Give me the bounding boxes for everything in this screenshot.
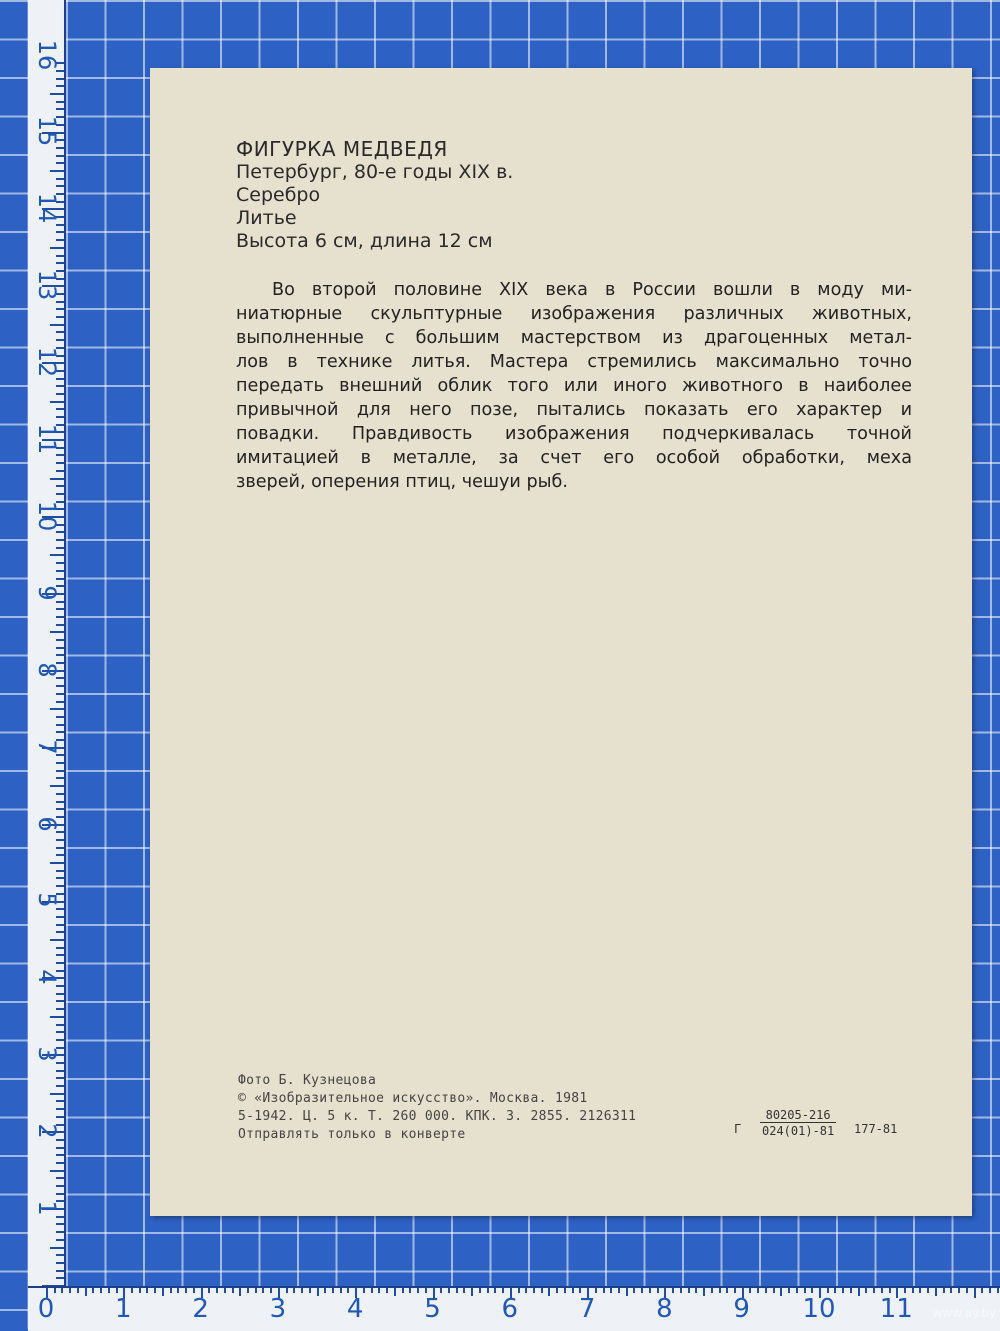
artwork-place-date: Петербург, 80-е годы XIX в.	[236, 161, 514, 183]
ruler-tick	[309, 1288, 311, 1293]
ruler-tick	[881, 1288, 883, 1293]
ruler-tick	[533, 1288, 535, 1293]
ruler-tick	[50, 862, 64, 864]
publication-credits	[238, 1072, 636, 1144]
description-line: зверей, оперения птиц, чешуи рыб.	[236, 472, 568, 492]
ruler-tick	[726, 1288, 728, 1293]
ruler-tick	[50, 170, 64, 172]
ruler-tick	[456, 1288, 458, 1293]
ruler-tick	[255, 1288, 257, 1293]
ruler-tick	[680, 1288, 682, 1293]
ruler-tick	[50, 401, 64, 403]
ruler-tick	[719, 1288, 721, 1293]
ruler-tick	[703, 1288, 705, 1296]
ruler-tick	[270, 1288, 272, 1293]
ruler-tick	[56, 854, 64, 856]
ruler-tick	[865, 1288, 867, 1293]
ruler-tick	[56, 416, 64, 418]
ruler-tick	[56, 777, 64, 779]
ruler-tick	[232, 1288, 234, 1293]
ruler-tick	[50, 708, 64, 710]
ruler-tick	[889, 1288, 891, 1293]
ruler-tick	[371, 1288, 373, 1293]
ruler-tick	[56, 793, 64, 795]
ruler-tick	[919, 1288, 921, 1293]
ruler-tick	[208, 1288, 210, 1293]
ruler-tick	[56, 485, 64, 487]
ruler-tick	[56, 101, 64, 103]
ruler-tick	[378, 1288, 380, 1293]
ruler-tick	[873, 1288, 875, 1293]
ruler-number: 5	[33, 892, 61, 909]
ruler-tick	[487, 1288, 489, 1293]
description-line: повадки. Правдивость изображения подчеркивалась точной	[236, 424, 912, 444]
artwork-dimensions: Высота 6 см, длина 12 см	[236, 230, 493, 252]
ruler-number: 2	[33, 1123, 61, 1139]
ruler-number: 11	[879, 1294, 913, 1324]
ruler-number: 5	[424, 1294, 441, 1324]
ruler-tick	[626, 1288, 628, 1296]
ruler-tick	[286, 1288, 288, 1293]
ruler-tick	[56, 1100, 64, 1102]
ruler-tick	[139, 1288, 141, 1293]
ruler-tick	[525, 1288, 527, 1293]
ruler-tick	[974, 1288, 976, 1298]
ruler-tick	[56, 570, 64, 572]
ruler-tick	[56, 1077, 64, 1079]
ruler-tick	[301, 1288, 303, 1293]
ruler-tick	[56, 308, 64, 310]
artwork-title: ФИГУРКА МЕДВЕДЯ	[236, 137, 448, 161]
ruler-tick	[56, 716, 64, 718]
ruler-number: 14	[33, 193, 61, 224]
ruler-vertical	[28, 0, 66, 1290]
publisher-line: © «Изобразительное искусство». Москва. 1981	[238, 1091, 588, 1106]
ruler-tick	[56, 85, 64, 87]
ruler-tick	[347, 1288, 349, 1293]
ruler-tick	[56, 562, 64, 564]
artwork-technique: Литье	[236, 207, 297, 229]
ruler-number: 7	[578, 1294, 596, 1324]
ruler-number: 13	[33, 269, 61, 301]
artwork-material: Серебро	[236, 184, 321, 206]
ruler-tick	[56, 1177, 64, 1179]
ruler-tick	[56, 108, 64, 110]
ruler-tick	[765, 1288, 767, 1293]
ruler-number: 6	[33, 815, 61, 832]
catalog-code-suffix: 177-81	[854, 1122, 898, 1136]
ruler-tick	[502, 1288, 504, 1293]
ruler-number: 4	[346, 1294, 364, 1324]
ruler-number: 7	[33, 738, 61, 755]
ruler-tick	[56, 954, 64, 956]
ruler-tick	[394, 1288, 396, 1296]
ruler-tick	[386, 1288, 388, 1293]
ruler-tick	[572, 1288, 574, 1293]
ruler-tick	[56, 462, 64, 464]
description-line: привычной для него позе, пытались показать его характер и	[236, 400, 912, 420]
watermark: www.ay.by	[932, 1306, 996, 1320]
ruler-tick	[927, 1288, 929, 1293]
photo-credit: Фото Б. Кузнецова	[238, 1073, 377, 1088]
ruler-tick	[324, 1288, 326, 1293]
ruler-tick	[56, 624, 64, 626]
ruler-tick	[56, 647, 64, 649]
ruler-tick	[56, 185, 64, 187]
ruler-tick	[56, 870, 64, 872]
description-line: ниатюрные скульптурные изображения различных животных,	[236, 304, 912, 324]
ruler-tick	[177, 1288, 179, 1293]
ruler-tick	[56, 724, 64, 726]
ruler-tick	[842, 1288, 844, 1293]
ruler-tick	[54, 1288, 56, 1293]
ruler-tick	[56, 493, 64, 495]
ruler-tick	[749, 1288, 751, 1293]
ruler-number: 6	[501, 1294, 519, 1324]
ruler-tick	[610, 1288, 612, 1293]
ruler-tick	[100, 1288, 102, 1293]
ruler-tick	[50, 93, 64, 95]
ruler-tick	[116, 1288, 118, 1293]
ruler-tick	[50, 247, 64, 249]
ruler-tick	[56, 1108, 64, 1110]
ruler-tick	[56, 1239, 64, 1241]
ruler-tick	[518, 1288, 520, 1293]
print-info: 5-1942. Ц. 5 к. Т. 260 000. КПК. З. 2855. 2126311	[238, 1109, 637, 1124]
ruler-tick	[56, 877, 64, 879]
ruler-number: 3	[269, 1294, 287, 1324]
ruler-number: 16	[33, 39, 61, 70]
ruler-tick	[56, 1008, 64, 1010]
ruler-tick	[56, 1024, 64, 1026]
ruler-horizontal	[28, 1286, 1000, 1331]
ruler-tick	[56, 1231, 64, 1233]
ruler-tick	[56, 239, 64, 241]
description-line: лов в технике литья. Мастера стремились максимально точно	[236, 352, 912, 372]
ruler-tick	[912, 1288, 914, 1293]
ruler-tick	[850, 1288, 852, 1293]
ruler-tick	[811, 1288, 813, 1293]
ruler-tick	[56, 1162, 64, 1164]
ruler-tick	[50, 478, 64, 480]
ruler-tick	[85, 1288, 87, 1296]
ruler-tick	[579, 1288, 581, 1293]
ruler-tick	[695, 1288, 697, 1293]
ruler-number: 3	[33, 1046, 61, 1062]
ruler-tick	[564, 1288, 566, 1293]
ruler-tick	[757, 1288, 759, 1293]
ruler-tick	[425, 1288, 427, 1293]
ruler-tick	[56, 1262, 64, 1264]
ruler-tick	[56, 931, 64, 933]
ruler-tick	[340, 1288, 342, 1293]
ruler-tick	[61, 1288, 63, 1293]
ruler-tick	[332, 1288, 334, 1293]
ruler-tick	[50, 939, 64, 941]
ruler-tick	[56, 947, 64, 949]
ruler-tick	[56, 547, 64, 549]
ruler-tick	[185, 1288, 187, 1293]
catalog-code-fraction	[760, 1108, 836, 1138]
ruler-number: 8	[33, 662, 61, 678]
ruler-tick	[317, 1288, 319, 1296]
ruler-tick	[440, 1288, 442, 1293]
artwork-info	[236, 138, 513, 253]
ruler-number: 0	[37, 1294, 55, 1324]
ruler-tick	[556, 1288, 558, 1293]
ruler-tick	[56, 801, 64, 803]
ruler-number: 10	[33, 500, 61, 532]
ruler-tick	[773, 1288, 775, 1293]
ruler-tick	[262, 1288, 264, 1293]
ruler-tick	[56, 539, 64, 541]
ruler-tick	[796, 1288, 798, 1293]
ruler-tick	[494, 1288, 496, 1293]
ruler-tick	[56, 408, 64, 410]
ruler-tick	[56, 701, 64, 703]
catalog-code-denominator: 024(01)-81	[762, 1124, 835, 1138]
ruler-tick	[981, 1288, 983, 1293]
ruler-tick	[479, 1288, 481, 1293]
postcard-back	[150, 68, 972, 1216]
ruler-tick	[858, 1288, 860, 1296]
ruler-tick	[56, 385, 64, 387]
ruler-tick	[50, 631, 64, 633]
ruler-tick	[77, 1288, 79, 1293]
ruler-number: 9	[733, 1294, 750, 1324]
description-text	[236, 278, 912, 494]
ruler-number: 9	[33, 585, 61, 601]
ruler-number: 1	[33, 1200, 61, 1216]
ruler-tick	[548, 1288, 550, 1296]
ruler-tick	[734, 1288, 736, 1293]
ruler-tick	[409, 1288, 411, 1293]
ruler-tick	[56, 1031, 64, 1033]
ruler-number: 8	[656, 1294, 673, 1324]
ruler-tick	[56, 770, 64, 772]
ruler-tick	[603, 1288, 605, 1293]
catalog-code-numerator: 80205-216	[760, 1108, 836, 1123]
ruler-tick	[69, 1288, 71, 1293]
ruler-tick	[56, 155, 64, 157]
ruler-tick	[56, 1254, 64, 1256]
ruler-tick	[224, 1288, 226, 1293]
catalog-code-letter: Г	[734, 1122, 742, 1136]
ruler-tick	[641, 1288, 643, 1293]
ruler-tick	[50, 324, 64, 326]
ruler-tick	[131, 1288, 133, 1293]
ruler-number: 12	[33, 346, 61, 378]
ruler-tick	[989, 1288, 991, 1293]
ruler-tick	[92, 1288, 94, 1293]
ruler-tick	[56, 255, 64, 257]
ruler-tick	[56, 78, 64, 80]
ruler-tick	[943, 1288, 945, 1293]
ruler-tick	[56, 1277, 64, 1279]
ruler-tick	[402, 1288, 404, 1293]
ruler-tick	[170, 1288, 172, 1293]
ruler-tick	[247, 1288, 249, 1293]
ruler-tick	[56, 316, 64, 318]
ruler-tick	[56, 1154, 64, 1156]
description-line: имитацией в металле, за счет его особой обработки, меха	[236, 448, 912, 468]
ruler-number: 10	[802, 1294, 836, 1324]
ruler-tick	[50, 554, 64, 556]
ruler-tick	[804, 1288, 806, 1293]
ruler-number: 15	[33, 116, 61, 147]
ruler-number: 2	[192, 1294, 209, 1324]
ruler-tick	[56, 924, 64, 926]
ruler-tick	[293, 1288, 295, 1293]
description-line: выполненные с большим мастерством из драгоценных метал-	[236, 328, 912, 348]
ruler-tick	[50, 785, 64, 787]
ruler-tick	[997, 1288, 999, 1293]
ruler-tick	[56, 1270, 64, 1272]
ruler-tick	[950, 1288, 952, 1293]
ruler-tick	[780, 1288, 782, 1296]
ruler-tick	[56, 339, 64, 341]
ruler-tick	[239, 1288, 241, 1296]
ruler-tick	[56, 1000, 64, 1002]
ruler-tick	[56, 1185, 64, 1187]
ruler-tick	[966, 1288, 968, 1293]
ruler-tick	[834, 1288, 836, 1293]
ruler-tick	[56, 639, 64, 641]
ruler-tick	[618, 1288, 620, 1293]
ruler-tick	[788, 1288, 790, 1293]
ruler-tick	[672, 1288, 674, 1293]
ruler-tick	[56, 262, 64, 264]
ruler-tick	[363, 1288, 365, 1293]
ruler-tick	[711, 1288, 713, 1293]
description-line: передать внешний облик того или иного животного в наиболее	[236, 376, 912, 396]
ruler-tick	[417, 1288, 419, 1293]
ruler-tick	[146, 1288, 148, 1293]
ruler-tick	[56, 693, 64, 695]
ruler-tick	[649, 1288, 651, 1293]
ruler-number: 1	[115, 1294, 132, 1324]
ruler-tick	[50, 1016, 64, 1018]
ruler-tick	[162, 1288, 164, 1296]
ruler-tick	[56, 162, 64, 164]
ruler-tick	[216, 1288, 218, 1293]
ruler-tick	[50, 1093, 64, 1095]
mailing-note: Отправлять только в конверте	[238, 1127, 466, 1142]
ruler-tick	[541, 1288, 543, 1293]
ruler-tick	[154, 1288, 156, 1293]
ruler-tick	[56, 393, 64, 395]
ruler-tick	[108, 1288, 110, 1293]
ruler-tick	[448, 1288, 450, 1293]
ruler-number: 4	[33, 969, 61, 985]
ruler-tick	[935, 1288, 937, 1296]
ruler-tick	[193, 1288, 195, 1293]
ruler-number: 11	[33, 423, 61, 455]
ruler-tick	[56, 847, 64, 849]
ruler-tick	[657, 1288, 659, 1293]
ruler-tick	[633, 1288, 635, 1293]
ruler-tick	[827, 1288, 829, 1293]
ruler-tick	[56, 1085, 64, 1087]
ruler-tick	[56, 616, 64, 618]
ruler-tick	[50, 1170, 64, 1172]
ruler-tick	[471, 1288, 473, 1296]
ruler-tick	[904, 1288, 906, 1293]
ruler-tick	[56, 178, 64, 180]
ruler-tick	[463, 1288, 465, 1293]
ruler-tick	[56, 331, 64, 333]
ruler-tick	[50, 1247, 64, 1249]
ruler-tick	[958, 1288, 960, 1293]
ruler-tick	[688, 1288, 690, 1293]
ruler-tick	[56, 470, 64, 472]
ruler-tick	[56, 231, 64, 233]
ruler-tick	[595, 1288, 597, 1293]
description-line: Во второй половине XIX века в России вошли в моду ми-	[272, 280, 912, 300]
